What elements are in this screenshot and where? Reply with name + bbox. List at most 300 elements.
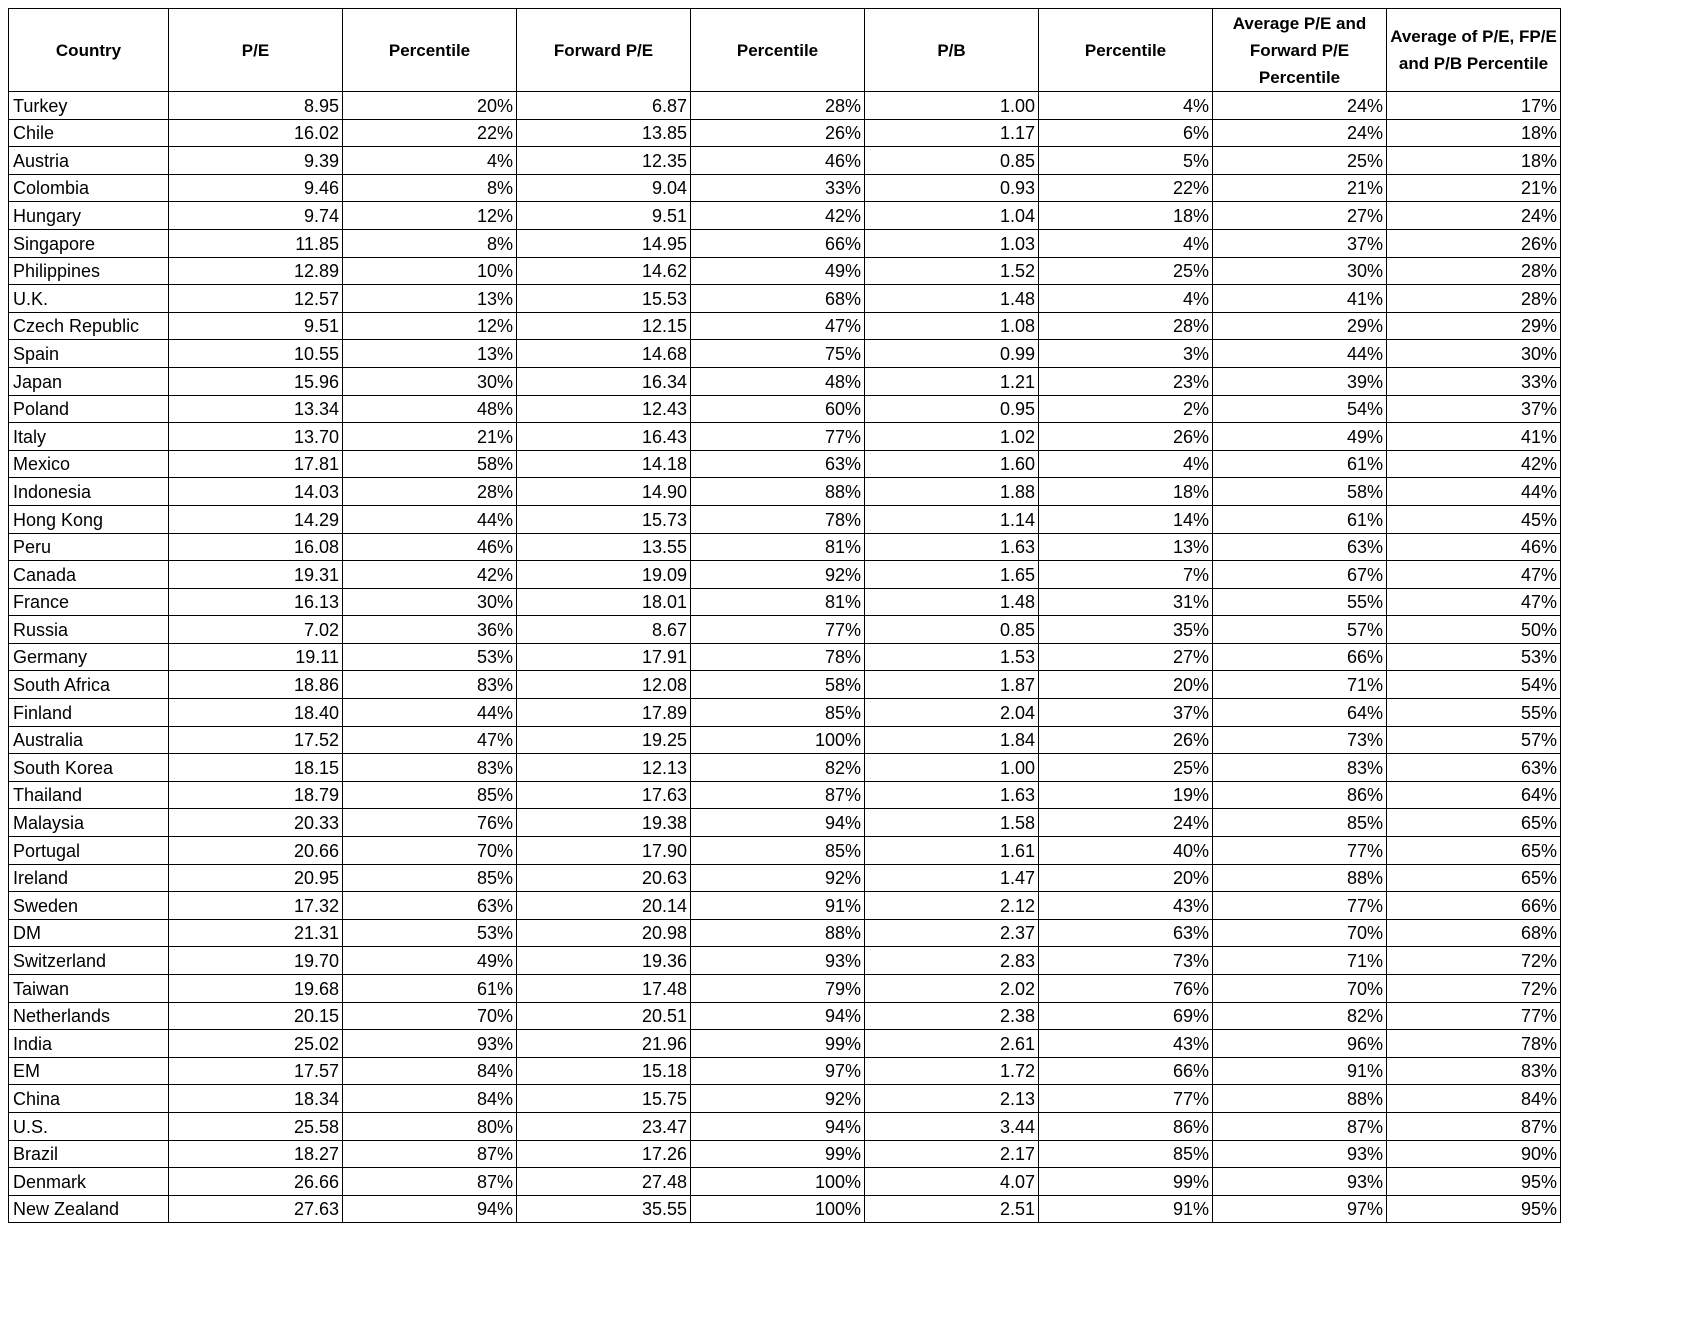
cell-pb-percentile: 3% bbox=[1039, 340, 1213, 368]
cell-pb-percentile: 37% bbox=[1039, 699, 1213, 727]
cell-pb-percentile: 40% bbox=[1039, 837, 1213, 865]
cell-avg-pe-fpe-percentile: 87% bbox=[1213, 1112, 1387, 1140]
cell-pb: 2.12 bbox=[865, 892, 1039, 920]
cell-pb: 1.17 bbox=[865, 119, 1039, 147]
cell-pe: 17.52 bbox=[169, 726, 343, 754]
cell-avg-pe-fpe-percentile: 25% bbox=[1213, 147, 1387, 175]
cell-avg-pe-fpe-pb-percentile: 47% bbox=[1387, 561, 1561, 589]
cell-country: Switzerland bbox=[9, 947, 169, 975]
cell-avg-pe-fpe-pb-percentile: 47% bbox=[1387, 588, 1561, 616]
cell-avg-pe-fpe-percentile: 37% bbox=[1213, 229, 1387, 257]
cell-forward-pe: 20.14 bbox=[517, 892, 691, 920]
cell-forward-pe-percentile: 100% bbox=[691, 1168, 865, 1196]
table-row bbox=[9, 395, 1561, 423]
header-avg-pe-fpe-percentile: Average P/E and Forward P/E Percentile bbox=[1213, 9, 1387, 92]
cell-forward-pe-percentile: 99% bbox=[691, 1030, 865, 1058]
cell-pb-percentile: 4% bbox=[1039, 450, 1213, 478]
cell-forward-pe: 16.34 bbox=[517, 367, 691, 395]
cell-pe-percentile: 8% bbox=[343, 229, 517, 257]
cell-pb-percentile: 63% bbox=[1039, 919, 1213, 947]
cell-avg-pe-fpe-percentile: 66% bbox=[1213, 643, 1387, 671]
cell-pb-percentile: 25% bbox=[1039, 754, 1213, 782]
cell-forward-pe-percentile: 77% bbox=[691, 616, 865, 644]
cell-pb: 1.84 bbox=[865, 726, 1039, 754]
cell-country: India bbox=[9, 1030, 169, 1058]
cell-avg-pe-fpe-pb-percentile: 28% bbox=[1387, 257, 1561, 285]
cell-pb-percentile: 19% bbox=[1039, 781, 1213, 809]
cell-pe-percentile: 13% bbox=[343, 340, 517, 368]
cell-pb: 1.48 bbox=[865, 588, 1039, 616]
cell-avg-pe-fpe-pb-percentile: 72% bbox=[1387, 975, 1561, 1003]
cell-pe-percentile: 84% bbox=[343, 1085, 517, 1113]
cell-pe-percentile: 12% bbox=[343, 202, 517, 230]
cell-avg-pe-fpe-pb-percentile: 63% bbox=[1387, 754, 1561, 782]
header-pe-percentile: Percentile bbox=[343, 9, 517, 92]
cell-pb: 1.61 bbox=[865, 837, 1039, 865]
table-row bbox=[9, 119, 1561, 147]
cell-pe-percentile: 70% bbox=[343, 1002, 517, 1030]
cell-avg-pe-fpe-pb-percentile: 54% bbox=[1387, 671, 1561, 699]
cell-pe: 19.11 bbox=[169, 643, 343, 671]
cell-country: U.K. bbox=[9, 285, 169, 313]
cell-pe: 18.79 bbox=[169, 781, 343, 809]
cell-avg-pe-fpe-pb-percentile: 24% bbox=[1387, 202, 1561, 230]
cell-pe-percentile: 44% bbox=[343, 505, 517, 533]
cell-forward-pe-percentile: 99% bbox=[691, 1140, 865, 1168]
cell-pe: 18.40 bbox=[169, 699, 343, 727]
cell-forward-pe-percentile: 82% bbox=[691, 754, 865, 782]
cell-pe: 14.29 bbox=[169, 505, 343, 533]
cell-forward-pe: 17.90 bbox=[517, 837, 691, 865]
cell-pb: 0.85 bbox=[865, 616, 1039, 644]
cell-avg-pe-fpe-percentile: 58% bbox=[1213, 478, 1387, 506]
cell-avg-pe-fpe-pb-percentile: 21% bbox=[1387, 174, 1561, 202]
cell-pe: 25.02 bbox=[169, 1030, 343, 1058]
cell-country: Czech Republic bbox=[9, 312, 169, 340]
cell-pe: 15.96 bbox=[169, 367, 343, 395]
table-row bbox=[9, 450, 1561, 478]
cell-pb-percentile: 43% bbox=[1039, 892, 1213, 920]
cell-pb: 1.53 bbox=[865, 643, 1039, 671]
cell-forward-pe-percentile: 78% bbox=[691, 643, 865, 671]
cell-pb: 0.95 bbox=[865, 395, 1039, 423]
cell-avg-pe-fpe-pb-percentile: 87% bbox=[1387, 1112, 1561, 1140]
cell-pe: 16.08 bbox=[169, 533, 343, 561]
cell-pb: 1.88 bbox=[865, 478, 1039, 506]
cell-pe-percentile: 84% bbox=[343, 1057, 517, 1085]
cell-forward-pe-percentile: 33% bbox=[691, 174, 865, 202]
cell-avg-pe-fpe-percentile: 70% bbox=[1213, 975, 1387, 1003]
cell-pb-percentile: 73% bbox=[1039, 947, 1213, 975]
cell-forward-pe-percentile: 100% bbox=[691, 726, 865, 754]
cell-pe: 20.33 bbox=[169, 809, 343, 837]
cell-avg-pe-fpe-pb-percentile: 17% bbox=[1387, 92, 1561, 120]
cell-country: Japan bbox=[9, 367, 169, 395]
cell-pb: 2.13 bbox=[865, 1085, 1039, 1113]
cell-pb: 1.63 bbox=[865, 781, 1039, 809]
cell-pb: 2.04 bbox=[865, 699, 1039, 727]
cell-avg-pe-fpe-pb-percentile: 33% bbox=[1387, 367, 1561, 395]
table-row bbox=[9, 616, 1561, 644]
cell-forward-pe: 9.04 bbox=[517, 174, 691, 202]
header-country: Country bbox=[9, 9, 169, 92]
cell-forward-pe-percentile: 92% bbox=[691, 561, 865, 589]
cell-forward-pe: 15.75 bbox=[517, 1085, 691, 1113]
cell-forward-pe: 13.55 bbox=[517, 533, 691, 561]
cell-pe-percentile: 87% bbox=[343, 1168, 517, 1196]
cell-pb-percentile: 23% bbox=[1039, 367, 1213, 395]
cell-avg-pe-fpe-pb-percentile: 18% bbox=[1387, 147, 1561, 175]
cell-pe-percentile: 85% bbox=[343, 781, 517, 809]
header-avg-pe-fpe-pb-percentile: Average of P/E, FP/E and P/B Percentile bbox=[1387, 9, 1561, 92]
cell-avg-pe-fpe-pb-percentile: 95% bbox=[1387, 1168, 1561, 1196]
cell-avg-pe-fpe-percentile: 71% bbox=[1213, 671, 1387, 699]
cell-pe-percentile: 48% bbox=[343, 395, 517, 423]
header-pb: P/B bbox=[865, 9, 1039, 92]
cell-country: China bbox=[9, 1085, 169, 1113]
cell-country: South Korea bbox=[9, 754, 169, 782]
cell-forward-pe: 15.18 bbox=[517, 1057, 691, 1085]
cell-pb-percentile: 4% bbox=[1039, 92, 1213, 120]
table-row bbox=[9, 671, 1561, 699]
cell-pe-percentile: 13% bbox=[343, 285, 517, 313]
table-row bbox=[9, 919, 1561, 947]
cell-forward-pe-percentile: 79% bbox=[691, 975, 865, 1003]
cell-pb: 2.37 bbox=[865, 919, 1039, 947]
cell-forward-pe: 20.51 bbox=[517, 1002, 691, 1030]
table-row bbox=[9, 92, 1561, 120]
table-row bbox=[9, 340, 1561, 368]
cell-forward-pe: 19.36 bbox=[517, 947, 691, 975]
cell-forward-pe-percentile: 81% bbox=[691, 588, 865, 616]
cell-avg-pe-fpe-percentile: 29% bbox=[1213, 312, 1387, 340]
cell-forward-pe-percentile: 60% bbox=[691, 395, 865, 423]
cell-pb: 1.03 bbox=[865, 229, 1039, 257]
cell-pb: 1.00 bbox=[865, 92, 1039, 120]
cell-pb-percentile: 28% bbox=[1039, 312, 1213, 340]
cell-pe-percentile: 61% bbox=[343, 975, 517, 1003]
cell-avg-pe-fpe-pb-percentile: 64% bbox=[1387, 781, 1561, 809]
cell-pb-percentile: 26% bbox=[1039, 423, 1213, 451]
cell-forward-pe-percentile: 94% bbox=[691, 809, 865, 837]
cell-country: EM bbox=[9, 1057, 169, 1085]
cell-pb: 1.14 bbox=[865, 505, 1039, 533]
cell-pe-percentile: 85% bbox=[343, 864, 517, 892]
cell-pb: 2.38 bbox=[865, 1002, 1039, 1030]
cell-pe-percentile: 22% bbox=[343, 119, 517, 147]
cell-avg-pe-fpe-percentile: 93% bbox=[1213, 1140, 1387, 1168]
cell-country: Australia bbox=[9, 726, 169, 754]
cell-pb-percentile: 76% bbox=[1039, 975, 1213, 1003]
cell-pb-percentile: 7% bbox=[1039, 561, 1213, 589]
cell-forward-pe: 15.53 bbox=[517, 285, 691, 313]
cell-pe: 21.31 bbox=[169, 919, 343, 947]
cell-avg-pe-fpe-percentile: 86% bbox=[1213, 781, 1387, 809]
cell-pb: 1.60 bbox=[865, 450, 1039, 478]
cell-avg-pe-fpe-pb-percentile: 55% bbox=[1387, 699, 1561, 727]
table-row bbox=[9, 699, 1561, 727]
cell-pe: 27.63 bbox=[169, 1195, 343, 1223]
cell-pb-percentile: 18% bbox=[1039, 202, 1213, 230]
cell-avg-pe-fpe-pb-percentile: 29% bbox=[1387, 312, 1561, 340]
cell-forward-pe-percentile: 92% bbox=[691, 864, 865, 892]
table-row bbox=[9, 754, 1561, 782]
cell-pe-percentile: 80% bbox=[343, 1112, 517, 1140]
cell-pb: 1.87 bbox=[865, 671, 1039, 699]
cell-avg-pe-fpe-percentile: 67% bbox=[1213, 561, 1387, 589]
cell-forward-pe-percentile: 100% bbox=[691, 1195, 865, 1223]
cell-forward-pe: 21.96 bbox=[517, 1030, 691, 1058]
table-row bbox=[9, 505, 1561, 533]
cell-forward-pe-percentile: 48% bbox=[691, 367, 865, 395]
cell-pb-percentile: 20% bbox=[1039, 864, 1213, 892]
cell-country: Poland bbox=[9, 395, 169, 423]
cell-forward-pe-percentile: 75% bbox=[691, 340, 865, 368]
valuation-table-container bbox=[8, 8, 1561, 1223]
cell-avg-pe-fpe-percentile: 93% bbox=[1213, 1168, 1387, 1196]
cell-pe: 9.74 bbox=[169, 202, 343, 230]
cell-pe: 17.57 bbox=[169, 1057, 343, 1085]
cell-avg-pe-fpe-percentile: 41% bbox=[1213, 285, 1387, 313]
cell-pe: 14.03 bbox=[169, 478, 343, 506]
cell-avg-pe-fpe-percentile: 96% bbox=[1213, 1030, 1387, 1058]
cell-forward-pe-percentile: 88% bbox=[691, 919, 865, 947]
cell-pe: 12.89 bbox=[169, 257, 343, 285]
cell-avg-pe-fpe-percentile: 61% bbox=[1213, 505, 1387, 533]
cell-pe: 16.02 bbox=[169, 119, 343, 147]
cell-pb-percentile: 2% bbox=[1039, 395, 1213, 423]
cell-forward-pe-percentile: 26% bbox=[691, 119, 865, 147]
cell-avg-pe-fpe-percentile: 54% bbox=[1213, 395, 1387, 423]
cell-pb: 1.00 bbox=[865, 754, 1039, 782]
cell-forward-pe: 19.25 bbox=[517, 726, 691, 754]
cell-pb: 2.51 bbox=[865, 1195, 1039, 1223]
cell-pe-percentile: 8% bbox=[343, 174, 517, 202]
cell-pe-percentile: 30% bbox=[343, 367, 517, 395]
cell-pb-percentile: 4% bbox=[1039, 285, 1213, 313]
cell-country: Singapore bbox=[9, 229, 169, 257]
cell-forward-pe: 19.38 bbox=[517, 809, 691, 837]
cell-forward-pe-percentile: 68% bbox=[691, 285, 865, 313]
cell-pe: 20.95 bbox=[169, 864, 343, 892]
cell-pb-percentile: 35% bbox=[1039, 616, 1213, 644]
cell-pe-percentile: 30% bbox=[343, 588, 517, 616]
cell-forward-pe: 14.90 bbox=[517, 478, 691, 506]
cell-pe-percentile: 28% bbox=[343, 478, 517, 506]
cell-avg-pe-fpe-pb-percentile: 77% bbox=[1387, 1002, 1561, 1030]
cell-country: Mexico bbox=[9, 450, 169, 478]
table-row bbox=[9, 367, 1561, 395]
table-row bbox=[9, 1085, 1561, 1113]
table-row bbox=[9, 312, 1561, 340]
cell-pe: 25.58 bbox=[169, 1112, 343, 1140]
cell-forward-pe-percentile: 85% bbox=[691, 837, 865, 865]
cell-country: Chile bbox=[9, 119, 169, 147]
cell-country: Austria bbox=[9, 147, 169, 175]
cell-avg-pe-fpe-percentile: 39% bbox=[1213, 367, 1387, 395]
cell-pb-percentile: 14% bbox=[1039, 505, 1213, 533]
cell-avg-pe-fpe-percentile: 82% bbox=[1213, 1002, 1387, 1030]
table-row bbox=[9, 837, 1561, 865]
cell-pb-percentile: 69% bbox=[1039, 1002, 1213, 1030]
country-valuation-table bbox=[8, 8, 1561, 1223]
table-row bbox=[9, 947, 1561, 975]
table-row bbox=[9, 478, 1561, 506]
cell-avg-pe-fpe-percentile: 97% bbox=[1213, 1195, 1387, 1223]
cell-avg-pe-fpe-percentile: 24% bbox=[1213, 92, 1387, 120]
cell-forward-pe-percentile: 42% bbox=[691, 202, 865, 230]
header-pb-percentile: Percentile bbox=[1039, 9, 1213, 92]
cell-avg-pe-fpe-percentile: 24% bbox=[1213, 119, 1387, 147]
cell-pe-percentile: 53% bbox=[343, 643, 517, 671]
cell-country: Philippines bbox=[9, 257, 169, 285]
cell-pe-percentile: 46% bbox=[343, 533, 517, 561]
cell-pb-percentile: 18% bbox=[1039, 478, 1213, 506]
cell-avg-pe-fpe-pb-percentile: 26% bbox=[1387, 229, 1561, 257]
cell-forward-pe: 14.68 bbox=[517, 340, 691, 368]
cell-country: Russia bbox=[9, 616, 169, 644]
cell-pb: 2.17 bbox=[865, 1140, 1039, 1168]
cell-forward-pe: 27.48 bbox=[517, 1168, 691, 1196]
cell-country: Indonesia bbox=[9, 478, 169, 506]
cell-country: South Africa bbox=[9, 671, 169, 699]
cell-pe-percentile: 76% bbox=[343, 809, 517, 837]
cell-pe-percentile: 12% bbox=[343, 312, 517, 340]
cell-pe: 9.46 bbox=[169, 174, 343, 202]
cell-forward-pe: 14.18 bbox=[517, 450, 691, 478]
cell-forward-pe-percentile: 87% bbox=[691, 781, 865, 809]
cell-pb: 1.21 bbox=[865, 367, 1039, 395]
cell-forward-pe-percentile: 77% bbox=[691, 423, 865, 451]
cell-forward-pe: 17.48 bbox=[517, 975, 691, 1003]
cell-avg-pe-fpe-percentile: 77% bbox=[1213, 892, 1387, 920]
cell-pe-percentile: 21% bbox=[343, 423, 517, 451]
cell-pb-percentile: 86% bbox=[1039, 1112, 1213, 1140]
cell-country: Netherlands bbox=[9, 1002, 169, 1030]
cell-pe: 8.95 bbox=[169, 92, 343, 120]
cell-forward-pe-percentile: 81% bbox=[691, 533, 865, 561]
cell-forward-pe: 12.35 bbox=[517, 147, 691, 175]
cell-country: Thailand bbox=[9, 781, 169, 809]
cell-country: Hong Kong bbox=[9, 505, 169, 533]
cell-forward-pe: 23.47 bbox=[517, 1112, 691, 1140]
cell-pe: 26.66 bbox=[169, 1168, 343, 1196]
table-row bbox=[9, 781, 1561, 809]
header-row bbox=[9, 9, 1561, 92]
cell-pb-percentile: 20% bbox=[1039, 671, 1213, 699]
cell-forward-pe: 16.43 bbox=[517, 423, 691, 451]
cell-pe: 17.81 bbox=[169, 450, 343, 478]
cell-avg-pe-fpe-percentile: 71% bbox=[1213, 947, 1387, 975]
cell-pb-percentile: 22% bbox=[1039, 174, 1213, 202]
cell-pe: 20.15 bbox=[169, 1002, 343, 1030]
cell-avg-pe-fpe-pb-percentile: 95% bbox=[1387, 1195, 1561, 1223]
cell-country: New Zealand bbox=[9, 1195, 169, 1223]
table-body bbox=[9, 92, 1561, 1223]
cell-pe-percentile: 63% bbox=[343, 892, 517, 920]
cell-forward-pe-percentile: 47% bbox=[691, 312, 865, 340]
cell-forward-pe: 18.01 bbox=[517, 588, 691, 616]
cell-avg-pe-fpe-pb-percentile: 42% bbox=[1387, 450, 1561, 478]
cell-pb-percentile: 25% bbox=[1039, 257, 1213, 285]
cell-avg-pe-fpe-pb-percentile: 46% bbox=[1387, 533, 1561, 561]
cell-country: Taiwan bbox=[9, 975, 169, 1003]
cell-avg-pe-fpe-pb-percentile: 84% bbox=[1387, 1085, 1561, 1113]
cell-pe: 18.27 bbox=[169, 1140, 343, 1168]
cell-pb-percentile: 43% bbox=[1039, 1030, 1213, 1058]
cell-pe: 18.15 bbox=[169, 754, 343, 782]
cell-pb-percentile: 66% bbox=[1039, 1057, 1213, 1085]
cell-forward-pe-percentile: 91% bbox=[691, 892, 865, 920]
header-forward-pe: Forward P/E bbox=[517, 9, 691, 92]
cell-country: DM bbox=[9, 919, 169, 947]
cell-pe-percentile: 70% bbox=[343, 837, 517, 865]
cell-forward-pe-percentile: 93% bbox=[691, 947, 865, 975]
cell-avg-pe-fpe-percentile: 73% bbox=[1213, 726, 1387, 754]
cell-forward-pe-percentile: 28% bbox=[691, 92, 865, 120]
cell-pe-percentile: 49% bbox=[343, 947, 517, 975]
cell-pb-percentile: 27% bbox=[1039, 643, 1213, 671]
cell-avg-pe-fpe-pb-percentile: 37% bbox=[1387, 395, 1561, 423]
cell-avg-pe-fpe-pb-percentile: 50% bbox=[1387, 616, 1561, 644]
cell-pb: 0.85 bbox=[865, 147, 1039, 175]
cell-pb: 1.58 bbox=[865, 809, 1039, 837]
cell-country: Germany bbox=[9, 643, 169, 671]
cell-avg-pe-fpe-percentile: 49% bbox=[1213, 423, 1387, 451]
table-row bbox=[9, 257, 1561, 285]
table-row bbox=[9, 1168, 1561, 1196]
cell-country: Canada bbox=[9, 561, 169, 589]
cell-avg-pe-fpe-percentile: 30% bbox=[1213, 257, 1387, 285]
header-pe: P/E bbox=[169, 9, 343, 92]
cell-country: Italy bbox=[9, 423, 169, 451]
cell-pb-percentile: 77% bbox=[1039, 1085, 1213, 1113]
cell-forward-pe-percentile: 94% bbox=[691, 1112, 865, 1140]
cell-pe: 11.85 bbox=[169, 229, 343, 257]
cell-avg-pe-fpe-pb-percentile: 65% bbox=[1387, 837, 1561, 865]
cell-pb-percentile: 85% bbox=[1039, 1140, 1213, 1168]
cell-forward-pe-percentile: 66% bbox=[691, 229, 865, 257]
cell-avg-pe-fpe-percentile: 88% bbox=[1213, 864, 1387, 892]
cell-avg-pe-fpe-percentile: 77% bbox=[1213, 837, 1387, 865]
cell-country: Portugal bbox=[9, 837, 169, 865]
table-row bbox=[9, 1002, 1561, 1030]
cell-forward-pe: 12.08 bbox=[517, 671, 691, 699]
cell-country: Brazil bbox=[9, 1140, 169, 1168]
header-forward-pe-percentile: Percentile bbox=[691, 9, 865, 92]
cell-pb: 2.83 bbox=[865, 947, 1039, 975]
cell-pe-percentile: 93% bbox=[343, 1030, 517, 1058]
cell-pb: 0.93 bbox=[865, 174, 1039, 202]
table-row bbox=[9, 726, 1561, 754]
cell-avg-pe-fpe-percentile: 44% bbox=[1213, 340, 1387, 368]
cell-avg-pe-fpe-percentile: 63% bbox=[1213, 533, 1387, 561]
table-row bbox=[9, 229, 1561, 257]
cell-avg-pe-fpe-percentile: 85% bbox=[1213, 809, 1387, 837]
table-row bbox=[9, 864, 1561, 892]
cell-pb-percentile: 26% bbox=[1039, 726, 1213, 754]
cell-pb: 1.63 bbox=[865, 533, 1039, 561]
cell-forward-pe-percentile: 94% bbox=[691, 1002, 865, 1030]
cell-forward-pe: 35.55 bbox=[517, 1195, 691, 1223]
cell-avg-pe-fpe-percentile: 61% bbox=[1213, 450, 1387, 478]
cell-avg-pe-fpe-percentile: 70% bbox=[1213, 919, 1387, 947]
cell-country: France bbox=[9, 588, 169, 616]
cell-pe-percentile: 83% bbox=[343, 754, 517, 782]
cell-pe-percentile: 20% bbox=[343, 92, 517, 120]
cell-pb: 1.08 bbox=[865, 312, 1039, 340]
cell-forward-pe-percentile: 78% bbox=[691, 505, 865, 533]
